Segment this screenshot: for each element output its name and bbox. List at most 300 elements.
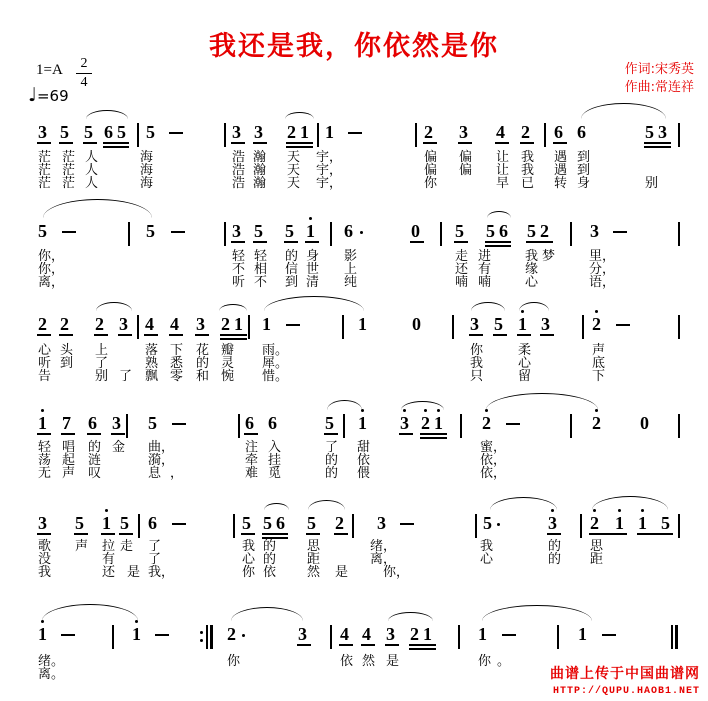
barline: [678, 222, 680, 246]
note-underline: [409, 644, 436, 646]
note-digit: 3: [232, 221, 241, 241]
note-digit: 2: [60, 314, 69, 334]
lyric-text: 拉: [102, 539, 116, 554]
note-underline: [485, 241, 511, 243]
note-digit: 5: [527, 221, 536, 241]
final-barline-thick: [675, 625, 678, 649]
lyric-text: 走: [120, 539, 134, 554]
lyric-text: 轻: [232, 249, 246, 264]
lyric-text: 我: [521, 150, 535, 165]
note-digit: 3: [377, 513, 386, 533]
lyric-text: 还: [455, 262, 469, 277]
octave-dot: [595, 310, 598, 313]
note-digit: 3: [119, 314, 128, 334]
lyric-text: 然: [362, 654, 376, 669]
lyric-text: 绪。: [38, 654, 65, 669]
note-underline: [469, 334, 483, 336]
augmentation-dot: [497, 523, 500, 526]
note-digit: 6: [148, 513, 157, 533]
lyric-text: 别: [645, 176, 659, 191]
lyric-text: 叹: [88, 466, 102, 481]
barline: [557, 625, 559, 649]
slur-arc: [86, 110, 128, 119]
lyric-text: 宇，: [316, 176, 343, 191]
lyric-text: 声: [75, 539, 89, 554]
barline: [458, 625, 460, 649]
lyric-text: 你，: [38, 262, 65, 277]
lyric-text: 下: [592, 369, 606, 384]
note-digit: 7: [62, 413, 71, 433]
duration-dash: [602, 634, 616, 636]
note-digit: 5: [75, 513, 84, 533]
barline: [415, 123, 417, 147]
lyric-text: 然: [307, 565, 321, 580]
lyric-text: 无: [38, 466, 52, 481]
note-digit: 5: [38, 221, 47, 241]
lyric-text: 距: [307, 552, 321, 567]
note-digit: 1: [478, 624, 487, 644]
barline: [317, 123, 319, 147]
barline: [238, 414, 240, 438]
lyric-text: 听: [232, 275, 246, 290]
barline: [224, 123, 226, 147]
note-underline: [420, 437, 447, 439]
composer-credit: 作曲:常连祥: [624, 80, 694, 95]
note-underline: [540, 334, 554, 336]
lyric-text: 浩: [232, 163, 246, 178]
lyric-text: 熟: [145, 356, 159, 371]
note-digit: 2: [590, 513, 599, 533]
barline: [137, 315, 139, 339]
lyric-text: 牵: [245, 453, 259, 468]
lyric-text: 的: [263, 539, 277, 554]
lyric-text: 身: [306, 249, 320, 264]
note-digit: 5: [146, 122, 155, 142]
note-underline: [231, 241, 245, 243]
barline: [475, 514, 477, 538]
lyric-text: 到: [60, 356, 74, 371]
note-underline: [458, 142, 472, 144]
lyric-text: 飘: [145, 369, 159, 384]
lyric-text: 人: [85, 150, 99, 165]
lyric-text: 茫: [62, 176, 76, 191]
note-underline: [253, 142, 267, 144]
lyric-text: 偏: [424, 163, 438, 178]
repeat-dot: [200, 631, 203, 634]
lyric-text: 相: [254, 262, 268, 277]
lyric-text: 心: [525, 275, 539, 290]
lyric-text: 的: [548, 539, 562, 554]
duration-dash: [172, 423, 186, 425]
augmentation-dot: [360, 231, 363, 234]
lyric-text: 没: [38, 552, 52, 567]
note-underline: [286, 146, 313, 148]
note-digit: 5: [263, 513, 272, 533]
note-digit: 5: [242, 513, 251, 533]
lyric-text: 上: [95, 343, 109, 358]
lyric-text: 宇，: [316, 150, 343, 165]
lyric-text: 里，: [589, 249, 616, 264]
lyric-text: 让: [496, 150, 510, 165]
lyric-text: 荡: [38, 453, 52, 468]
lyric-text: 你，: [383, 565, 410, 580]
note-underline: [517, 334, 531, 336]
note-digit: 2: [335, 513, 344, 533]
slur-arc: [219, 304, 247, 311]
lyric-text: 信: [285, 262, 299, 277]
lyric-text: 你: [227, 654, 241, 669]
slur-arc: [592, 496, 668, 510]
note-digit: 3: [470, 314, 479, 334]
duration-dash: [616, 324, 630, 326]
lyric-text: 留: [518, 369, 532, 384]
note-underline: [306, 533, 320, 535]
lyric-text: 瀚: [253, 150, 267, 165]
slur-arc: [327, 400, 362, 410]
note-digit: 2: [38, 314, 47, 334]
lyric-text: 上: [344, 262, 358, 277]
lyric-text: 遇: [554, 163, 568, 178]
note-underline: [399, 433, 413, 435]
lyric-text: 了: [148, 552, 162, 567]
note-underline: [244, 433, 258, 435]
note-digit: 1: [300, 122, 309, 142]
barline: [126, 414, 128, 438]
lyric-text: 你: [242, 565, 256, 580]
lyric-text: 的: [196, 356, 210, 371]
note-underline: [220, 334, 247, 336]
barline: [224, 222, 226, 246]
note-underline: [324, 433, 338, 435]
lyric-text: 早: [496, 176, 510, 191]
lyric-text: 零: [170, 369, 184, 384]
lyric-text: 雨。: [262, 343, 289, 358]
note-underline: [334, 533, 348, 535]
note-digit: 3: [400, 413, 409, 433]
note-digit: 2: [227, 624, 236, 644]
note-digit: 5: [494, 314, 503, 334]
lyric-text: 海: [140, 176, 154, 191]
octave-dot: [41, 409, 44, 412]
note-underline: [87, 433, 101, 435]
note-underline: [339, 644, 353, 646]
lyric-text: 甜: [357, 440, 371, 455]
lyric-text: 距: [590, 552, 604, 567]
note-digit: 2: [592, 314, 601, 334]
slur-arc: [471, 302, 505, 311]
lyric-text: 难: [245, 466, 259, 481]
barline: [570, 414, 572, 438]
lyric-text: 了: [95, 356, 109, 371]
lyric-text: 头: [60, 343, 74, 358]
lyric-text: 转: [554, 176, 568, 191]
note-digit: 6: [344, 221, 353, 241]
note-digit: 2: [410, 624, 419, 644]
barline: [582, 315, 584, 339]
barline: [570, 222, 572, 246]
duration-dash: [348, 132, 362, 134]
lyric-text: 了: [325, 440, 339, 455]
lyric-text: 喃: [455, 275, 469, 290]
note-digit: 1: [615, 513, 624, 533]
lyric-text: 清: [306, 275, 320, 290]
lyric-text: 花: [196, 343, 210, 358]
lyric-text: 声: [592, 343, 606, 358]
note-digit: 1: [38, 624, 47, 644]
note-digit: 5: [148, 413, 157, 433]
lyric-text: 是: [127, 565, 141, 580]
note-digit: 2: [287, 122, 296, 142]
note-underline: [169, 334, 183, 336]
lyric-text: 挂: [268, 453, 282, 468]
note-underline: [589, 533, 627, 535]
slur-arc: [490, 497, 557, 510]
barline: [128, 222, 130, 246]
note-digit: 5: [307, 513, 316, 533]
note-digit: 2: [482, 413, 491, 433]
note-digit: 6: [276, 513, 285, 533]
note-digit: 1: [423, 624, 432, 644]
slur-arc: [42, 604, 138, 621]
barline: [330, 222, 332, 246]
note-underline: [37, 142, 51, 144]
note-underline: [103, 142, 129, 144]
lyric-text: 我: [38, 565, 52, 580]
lyric-text: 不: [232, 262, 246, 277]
note-underline: [118, 334, 132, 336]
lyric-text: 了: [119, 369, 133, 384]
lyric-text: 歌: [38, 539, 52, 554]
lyric-text: 纯: [344, 275, 358, 290]
lyric-text: 进: [478, 249, 492, 264]
duration-dash: [506, 423, 520, 425]
lyric-text: 底: [592, 356, 606, 371]
note-underline: [59, 334, 73, 336]
lyric-text: ，: [170, 466, 184, 481]
lyric-text: 我: [480, 539, 494, 554]
barline: [460, 414, 462, 438]
lyric-text: 茫: [38, 150, 52, 165]
note-underline: [94, 334, 108, 336]
lyric-text: 觅: [268, 466, 282, 481]
repeat-barline-thin: [206, 625, 208, 649]
repeat-barline-thick: [210, 625, 213, 649]
note-digit: 3: [196, 314, 205, 334]
note-underline: [284, 241, 298, 243]
final-barline-thin: [671, 625, 673, 649]
lyric-text: 依: [340, 654, 354, 669]
lyric-text: 唱: [62, 440, 76, 455]
lyric-text: 人: [85, 163, 99, 178]
slur-arc: [581, 103, 666, 119]
lyric-text: 轻: [254, 249, 268, 264]
lyric-text: 缘: [525, 262, 539, 277]
note-underline: [547, 533, 561, 535]
lyric-text: 有: [102, 552, 116, 567]
barline: [343, 414, 345, 438]
lyric-text: 漪，: [148, 453, 175, 468]
lyric-text: 我，: [148, 565, 175, 580]
note-digit: 5: [117, 122, 126, 142]
lyric-text: 起: [62, 453, 76, 468]
note-underline: [37, 533, 51, 535]
note-digit: 3: [590, 221, 599, 241]
lyric-text: 天: [287, 150, 301, 165]
duration-dash: [400, 523, 414, 525]
note-underline: [637, 533, 673, 535]
barline: [137, 123, 139, 147]
repeat-dot: [200, 639, 203, 642]
duration-dash: [502, 634, 516, 636]
slur-arc: [231, 607, 303, 621]
note-digit: 1: [306, 221, 315, 241]
lyric-text: 思: [590, 539, 604, 554]
lyric-text: 和: [196, 369, 210, 384]
note-digit: 6: [104, 122, 113, 142]
note-digit: 5: [483, 513, 492, 533]
lyric-text: 遇: [554, 150, 568, 165]
note-underline: [103, 146, 129, 148]
note-digit: 2: [95, 314, 104, 334]
note-digit: 6: [268, 413, 277, 433]
note-digit: 5: [325, 413, 334, 433]
lyric-text: 心: [518, 356, 532, 371]
barline: [138, 514, 140, 538]
note-digit: 1: [132, 624, 141, 644]
lyric-text: 走: [455, 249, 469, 264]
note-underline: [241, 533, 255, 535]
lyric-text: 的: [325, 466, 339, 481]
note-digit: 1: [102, 513, 111, 533]
note-digit: 1: [325, 122, 334, 142]
barline: [248, 315, 250, 339]
barline: [330, 625, 332, 649]
duration-dash: [613, 231, 627, 233]
note-underline: [520, 142, 534, 144]
barline: [233, 514, 235, 538]
note-digit: 1: [638, 513, 647, 533]
lyric-text: 入: [268, 440, 282, 455]
lyric-text: 海: [140, 163, 154, 178]
note-digit: 3: [386, 624, 395, 644]
lyric-text: 喃: [478, 275, 492, 290]
lyric-text: 离，: [38, 275, 65, 290]
octave-dot: [105, 509, 108, 512]
barline: [112, 625, 114, 649]
lyric-text: 心: [38, 343, 52, 358]
lyric-text: 我: [242, 539, 256, 554]
lyric-text: 的: [263, 552, 277, 567]
note-digit: 6: [245, 413, 254, 433]
lyric-text: 梦: [542, 249, 556, 264]
note-digit: 5: [60, 122, 69, 142]
lyric-text: 人: [85, 176, 99, 191]
note-digit: 4: [145, 314, 154, 334]
lyric-text: 声: [62, 466, 76, 481]
note-digit: 5: [120, 513, 129, 533]
note-digit: 4: [340, 624, 349, 644]
note-digit: 5: [84, 122, 93, 142]
lyric-text: 了: [148, 539, 162, 554]
lyric-text: 离。: [38, 667, 65, 682]
note-digit: 2: [521, 122, 530, 142]
lyric-text: 语，: [589, 275, 616, 290]
lyric-text: 浩: [232, 176, 246, 191]
barline: [342, 315, 344, 339]
note-underline: [410, 241, 424, 243]
duration-dash: [169, 132, 183, 134]
duration-dash: [286, 324, 300, 326]
note-underline: [644, 146, 671, 148]
note-digit: 3: [254, 122, 263, 142]
lyric-text: 偏: [459, 150, 473, 165]
note-digit: 6: [499, 221, 508, 241]
note-digit: 2: [421, 413, 430, 433]
note-digit: 1: [262, 314, 271, 334]
lyric-text: 你，: [38, 249, 65, 264]
lyric-text: 有: [478, 262, 492, 277]
note-underline: [111, 433, 125, 435]
note-underline: [119, 533, 133, 535]
note-underline: [144, 334, 158, 336]
lyric-text: 浩: [232, 150, 246, 165]
lyric-text: 瀚: [253, 163, 267, 178]
lyric-text: 是: [335, 565, 349, 580]
barline: [678, 123, 680, 147]
lyric-text: 。: [497, 654, 511, 669]
note-underline: [493, 334, 507, 336]
lyric-text: 茫: [62, 150, 76, 165]
lyric-text: 悉: [170, 356, 184, 371]
note-digit: 2: [424, 122, 433, 142]
lyric-text: 依，: [480, 453, 507, 468]
note-underline: [305, 241, 319, 243]
note-digit: 5: [486, 221, 495, 241]
lyric-text: 你: [424, 176, 438, 191]
note-digit: 3: [459, 122, 468, 142]
slur-arc: [285, 112, 314, 119]
lyric-text: 是: [386, 654, 400, 669]
duration-dash: [61, 634, 75, 636]
note-underline: [361, 644, 375, 646]
note-underline: [485, 245, 511, 247]
time-signature-denominator: 4: [80, 75, 88, 90]
barline: [440, 222, 442, 246]
lyric-text: 天: [287, 176, 301, 191]
note-underline: [37, 433, 51, 435]
note-digit: 3: [541, 314, 550, 334]
lyric-text: 心: [242, 552, 256, 567]
note-digit: 4: [362, 624, 371, 644]
lyric-text: 犀。: [262, 356, 289, 371]
note-underline: [220, 338, 247, 340]
lyric-text: 到: [577, 150, 591, 165]
lyric-text: 偎: [357, 466, 371, 481]
lyric-text: 偏: [459, 163, 473, 178]
lyric-text: 茫: [38, 163, 52, 178]
lyric-text: 瓣: [221, 343, 235, 358]
lyric-text: 绪，: [370, 539, 397, 554]
note-underline: [37, 334, 51, 336]
note-digit: 1: [578, 624, 587, 644]
note-digit: 2: [221, 314, 230, 334]
slur-arc: [264, 503, 289, 510]
lyric-text: 让: [496, 163, 510, 178]
note-digit: 3: [112, 413, 121, 433]
duration-dash: [155, 634, 169, 636]
lyric-text: 听: [38, 356, 52, 371]
note-digit: 2: [540, 221, 549, 241]
